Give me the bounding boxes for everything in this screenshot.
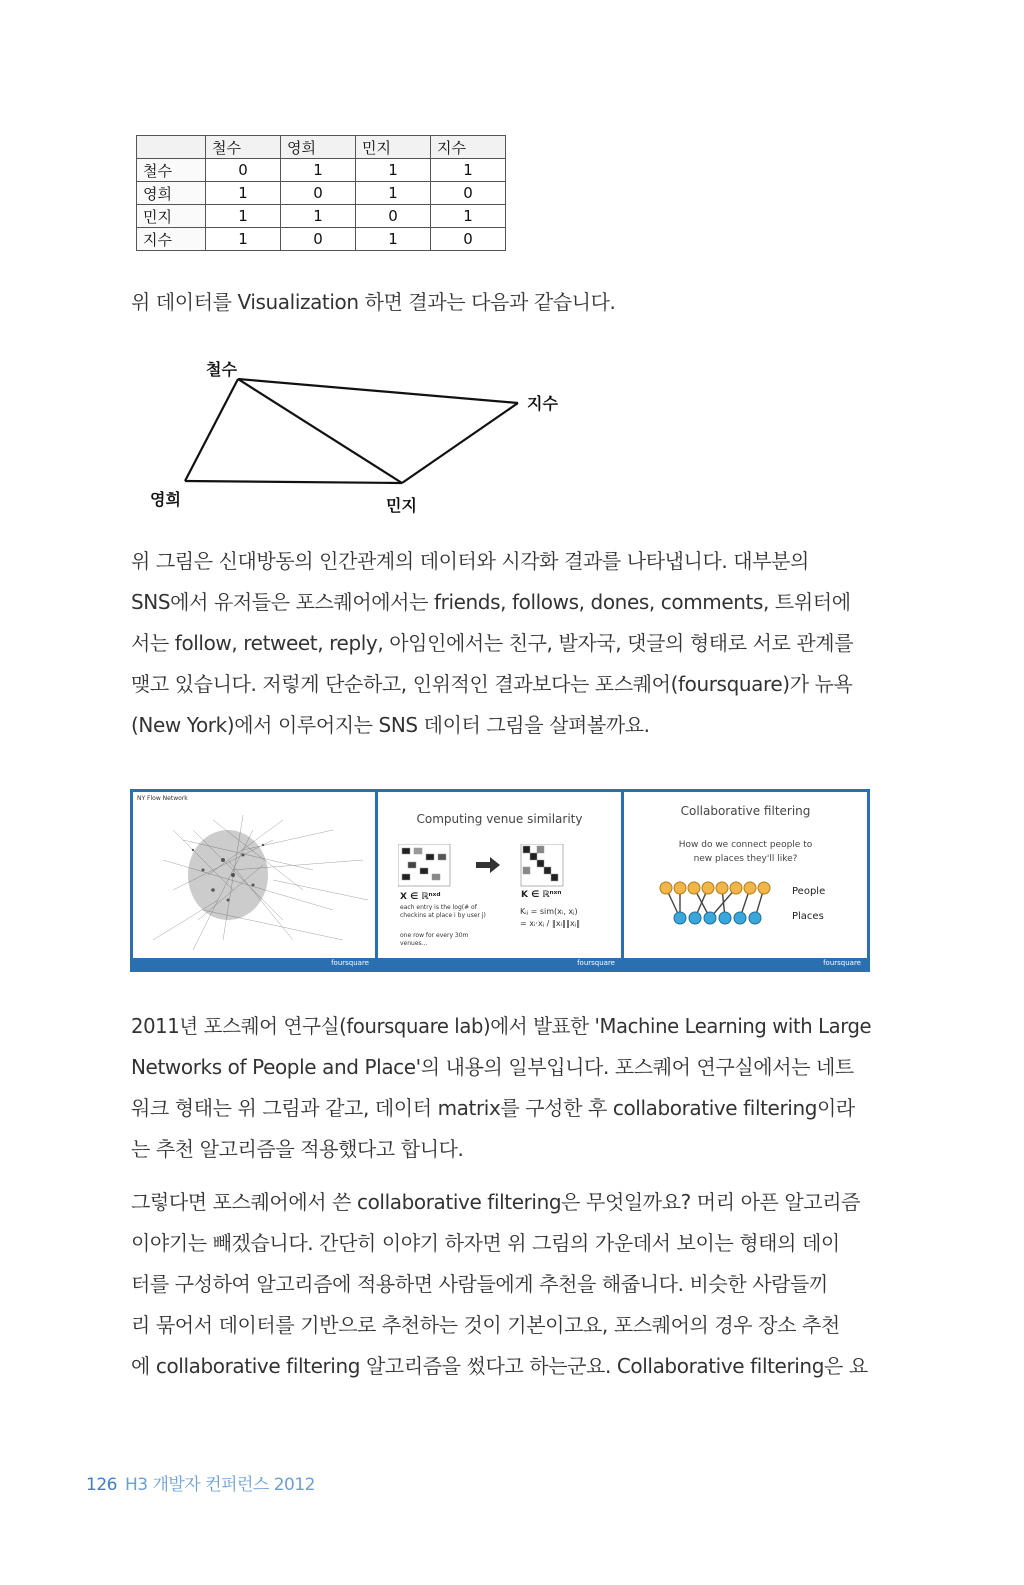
node-label: 지수 — [527, 394, 558, 413]
k-matrix-label: K ∈ ℝⁿˣⁿ — [521, 890, 562, 900]
similarity-formula — [520, 906, 580, 930]
text-line: SNS에서 유저들은 포스퀘어에서는 friends, follows, dones, comments, 트위터에 — [131, 590, 851, 614]
slide-footer — [624, 958, 867, 969]
paragraph-1 — [131, 541, 871, 746]
table-cell: 0 — [281, 228, 356, 251]
places-label: Places — [792, 911, 824, 922]
row-header: 민지 — [137, 205, 206, 228]
note-line: checkins at place i by user j) — [400, 912, 486, 919]
text-line: 위 데이터를 Visualization 하면 결과는 다음과 같습니다. — [131, 290, 616, 314]
page-number: 126 — [86, 1475, 117, 1495]
intro-sentence — [131, 282, 871, 323]
table-cell: 1 — [281, 159, 356, 182]
table-header-row — [137, 136, 506, 159]
table-cell: 0 — [431, 182, 506, 205]
matrix-illustration — [398, 844, 598, 892]
row-header: 영희 — [137, 182, 206, 205]
note-line: one row for every 30m — [400, 932, 469, 939]
paragraph-3 — [131, 1182, 871, 1387]
text-line: (New York)에서 이루어지는 SNS 데이터 그림을 살펴볼까요. — [131, 713, 650, 737]
table-cell: 1 — [431, 205, 506, 228]
text-line: 위 그림은 신대방동의 인간관계의 데이터와 시각화 결과를 나타냅니다. 대부분의 — [131, 549, 809, 573]
text-line: 그렇다면 포스퀘어에서 쓴 collaborative filtering은 무엇일까요? 머리 아픈 알고리즘 — [131, 1190, 861, 1214]
table-cell: 1 — [281, 205, 356, 228]
table-row — [137, 159, 506, 182]
paragraph-2 — [131, 1006, 871, 1170]
table-cell: 1 — [206, 182, 281, 205]
matrix-note — [400, 904, 486, 920]
question-line: new places they'll like? — [693, 854, 798, 864]
slide-brand: foursquare — [331, 959, 369, 967]
slide-venue-similarity — [378, 792, 621, 969]
note-line: each entry is the log(# of — [400, 904, 477, 911]
edge-chulsu-younghee — [185, 379, 238, 481]
question-line: How do we connect people to — [678, 840, 813, 850]
column-header: 영희 — [281, 136, 356, 159]
presentation-slides — [130, 789, 870, 972]
table-cell: 1 — [356, 182, 431, 205]
table-cell: 1 — [431, 159, 506, 182]
slide-question — [624, 838, 867, 866]
row-header: 철수 — [137, 159, 206, 182]
text-line: 터를 구성하여 알고리즘에 적용하면 사람들에게 추천을 해줍니다. 비슷한 사람들끼 — [131, 1272, 828, 1296]
people-places-graph — [658, 880, 778, 926]
slide-footer — [133, 958, 375, 969]
table-cell: 0 — [281, 182, 356, 205]
table-cell: 0 — [206, 159, 281, 182]
text-line: 서는 follow, retweet, reply, 아임인에서는 친구, 발자국, 댓글의 형태로 서로 관계를 — [131, 631, 854, 655]
table-cell: 1 — [356, 228, 431, 251]
table-cell: 1 — [206, 228, 281, 251]
x-matrix-label: X ∈ ℝⁿˣᵈ — [400, 892, 441, 902]
slide-brand: foursquare — [823, 959, 861, 967]
text-line: 이야기는 빼겠습니다. 간단히 이야기 하자면 위 그림의 가운데서 보이는 형태의 데이 — [131, 1231, 840, 1255]
column-header: 철수 — [206, 136, 281, 159]
node-label: 철수 — [206, 360, 237, 379]
text-line: 맺고 있습니다. 저렇게 단순하고, 인위적인 결과보다는 포스퀘어(foursquare)가 뉴욕 — [131, 672, 853, 696]
text-line: Networks of People and Place'의 내용의 일부입니다. 포스퀘어 연구실에서는 네트 — [131, 1055, 854, 1079]
table-row — [137, 205, 506, 228]
table-corner-cell — [137, 136, 206, 159]
slide-footer — [378, 958, 621, 969]
network-graph-image — [133, 800, 375, 958]
note-line: venues... — [400, 940, 428, 947]
table-cell: 0 — [431, 228, 506, 251]
slide-title: NY Flow Network — [137, 795, 188, 802]
slide-collaborative-filtering — [624, 792, 867, 969]
relationship-graph — [140, 355, 580, 520]
slide-brand: foursquare — [577, 959, 615, 967]
table-cell: 0 — [356, 205, 431, 228]
slide-title: Computing venue similarity — [416, 812, 583, 826]
people-label: People — [792, 886, 826, 897]
text-line: 리 묶어서 데이터를 기반으로 추천하는 것이 기본이고요, 포스퀘어의 경우 장소 추천 — [131, 1313, 840, 1337]
edge-chulsu-jisu — [238, 379, 518, 403]
edge-chulsu-minji — [238, 379, 402, 483]
formula-line: = xᵢ·xⱼ / ‖xᵢ‖‖xⱼ‖ — [520, 919, 581, 928]
column-header: 지수 — [431, 136, 506, 159]
slide-ny-flow-network — [133, 792, 375, 969]
node-label: 영희 — [150, 490, 181, 509]
table-row — [137, 228, 506, 251]
row-header: 지수 — [137, 228, 206, 251]
table-cell: 1 — [206, 205, 281, 228]
column-header: 민지 — [356, 136, 431, 159]
edge-younghee-minji — [185, 481, 402, 483]
edge-minji-jisu — [402, 403, 518, 483]
text-line: 2011년 포스퀘어 연구실(foursquare lab)에서 발표한 'Machine Learning with Large — [131, 1014, 872, 1038]
text-line: 에 collaborative filtering 알고리즘을 썼다고 하는군요. Collaborative filtering은 요 — [131, 1354, 868, 1378]
node-label: 민지 — [386, 496, 417, 515]
formula-line: Kᵢⱼ = sim(xᵢ, xⱼ) — [520, 907, 578, 916]
table-cell: 1 — [356, 159, 431, 182]
book-title: H3 개발자 컨퍼런스 2012 — [124, 1475, 315, 1495]
text-line: 는 추천 알고리즘을 적용했다고 합니다. — [131, 1137, 464, 1161]
slide-title: Collaborative filtering — [680, 804, 811, 818]
adjacency-table — [136, 135, 506, 251]
matrix-note — [400, 932, 468, 948]
table-row — [137, 182, 506, 205]
text-line: 워크 형태는 위 그림과 같고, 데이터 matrix를 구성한 후 collaborative filtering이라 — [131, 1096, 855, 1120]
page-footer — [86, 1470, 315, 1495]
